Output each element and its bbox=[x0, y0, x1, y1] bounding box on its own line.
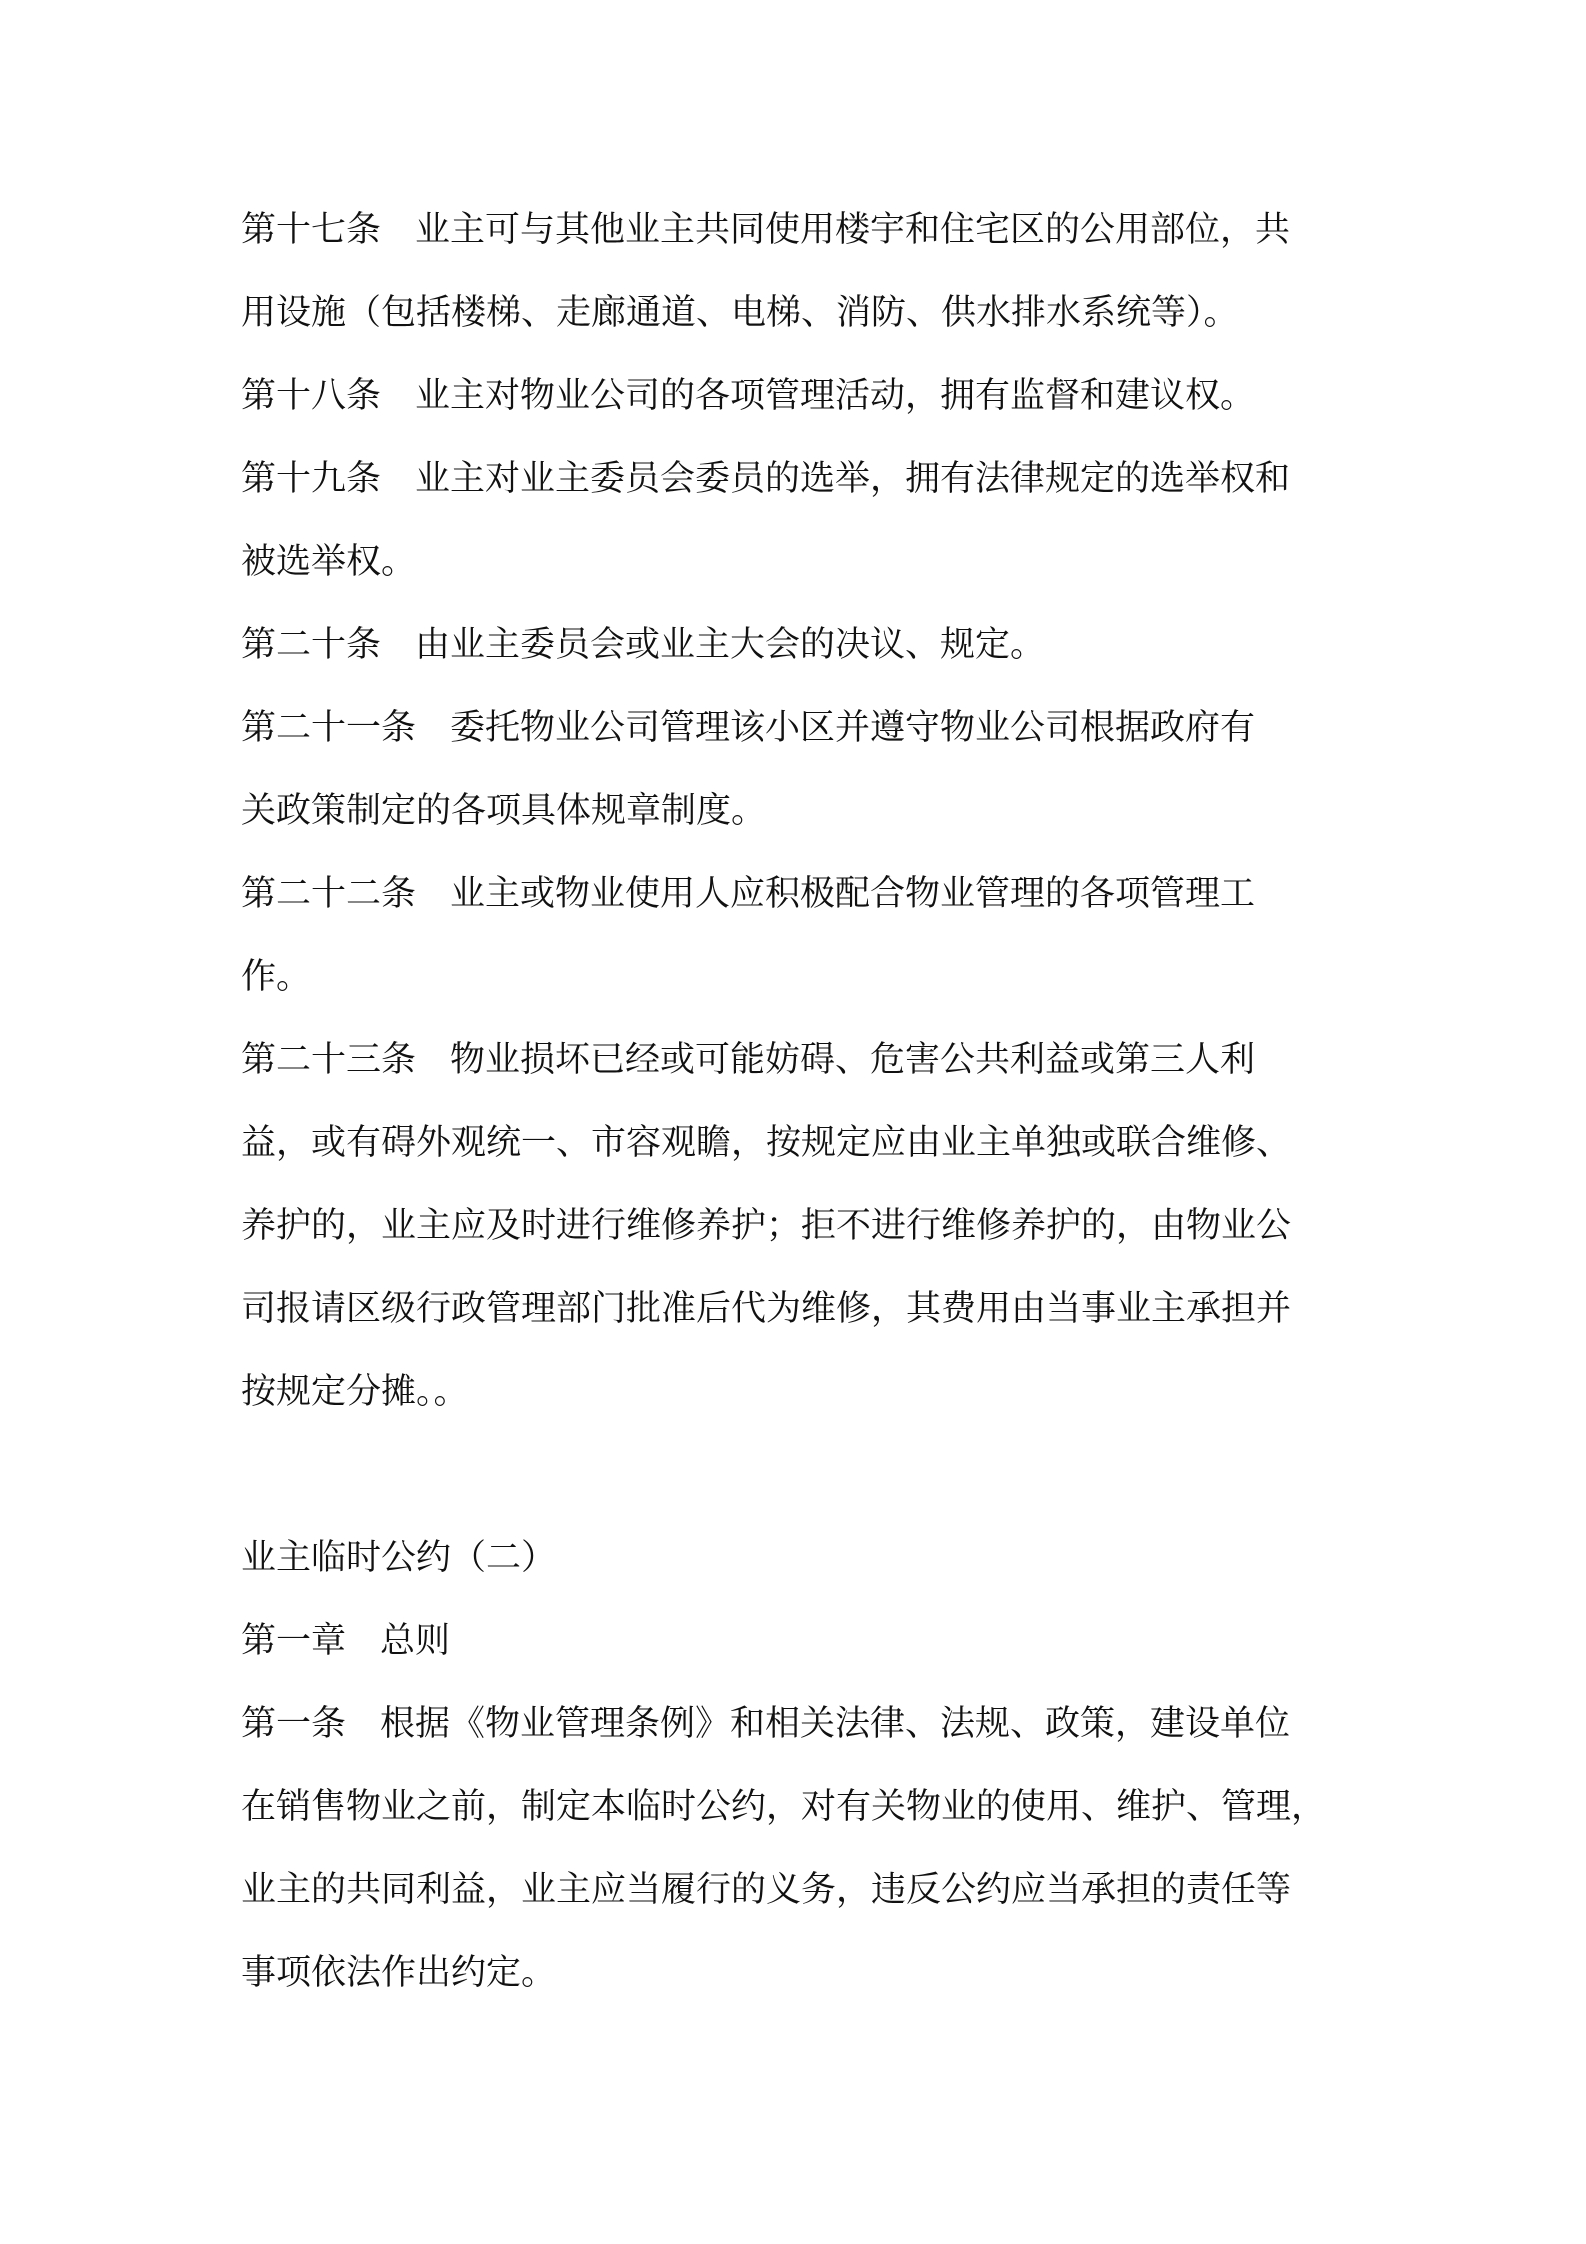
article-label: 第一条 bbox=[241, 1704, 347, 1744]
article-21-line-1 bbox=[241, 706, 1381, 750]
article-text: 物业损坏已经或可能妨碍、危害公共利益或第三人利 bbox=[450, 1040, 1256, 1080]
article-1-line-1 bbox=[241, 1702, 1381, 1746]
article-23-line-3: 养护的，业主应及时进行维修养护；拒不进行维修养护的，由物业公 bbox=[241, 1206, 1292, 1246]
article-label: 第十八条 bbox=[241, 376, 382, 416]
section-title: 业主临时公约（二） bbox=[241, 1538, 557, 1578]
chapter-heading bbox=[241, 1619, 1381, 1663]
article-17-line-1 bbox=[241, 208, 1381, 252]
article-23-line-4: 司报请区级行政管理部门批准后代为维修，其费用由当事业主承担并 bbox=[241, 1289, 1292, 1329]
article-label: 第二十三条 bbox=[241, 1040, 417, 1080]
article-1-line-3: 业主的共同利益，业主应当履行的义务，违反公约应当承担的责任等 bbox=[241, 1870, 1292, 1910]
article-1-line-2: 在销售物业之前，制定本临时公约，对有关物业的使用、维护、管理， bbox=[241, 1787, 1327, 1827]
article-label: 第二十二条 bbox=[241, 874, 417, 914]
article-23-line-1 bbox=[241, 1038, 1381, 1082]
article-1-line-4: 事项依法作出约定。 bbox=[241, 1953, 557, 1993]
article-text: 委托物业公司管理该小区并遵守物业公司根据政府有 bbox=[450, 708, 1256, 748]
article-22-line-2: 作。 bbox=[241, 957, 312, 997]
article-text: 业主可与其他业主共同使用楼宇和住宅区的公用部位，共 bbox=[415, 210, 1291, 250]
article-19-line-2: 被选举权。 bbox=[241, 542, 417, 582]
article-text: 根据《物业管理条例》和相关法律、法规、政策，建设单位 bbox=[380, 1704, 1291, 1744]
article-19-line-1 bbox=[241, 457, 1381, 501]
article-23-line-2: 益，或有碍外观统一、市容观瞻，按规定应由业主单独或联合维修、 bbox=[241, 1123, 1292, 1163]
chapter-name: 总则 bbox=[380, 1621, 451, 1661]
article-label: 第二十条 bbox=[241, 625, 382, 665]
article-22-line-1 bbox=[241, 872, 1381, 916]
article-18-line-1 bbox=[241, 374, 1381, 418]
article-20-line-1 bbox=[241, 623, 1381, 667]
article-text: 业主或物业使用人应积极配合物业管理的各项管理工 bbox=[450, 874, 1256, 914]
article-21-line-2: 关政策制定的各项具体规章制度。 bbox=[241, 791, 767, 831]
article-text: 业主对业主委员会委员的选举，拥有法律规定的选举权和 bbox=[415, 459, 1291, 499]
article-label: 第十九条 bbox=[241, 459, 382, 499]
article-label: 第十七条 bbox=[241, 210, 382, 250]
article-label: 第二十一条 bbox=[241, 708, 417, 748]
chapter-label: 第一章 bbox=[241, 1621, 347, 1661]
article-17-line-2: 用设施（包括楼梯、走廊通道、电梯、消防、供水排水系统等）。 bbox=[241, 293, 1239, 333]
article-23-line-5: 按规定分摊。。 bbox=[241, 1372, 469, 1412]
article-text: 由业主委员会或业主大会的决议、规定。 bbox=[415, 625, 1046, 665]
article-text: 业主对物业公司的各项管理活动，拥有监督和建议权。 bbox=[415, 376, 1256, 416]
